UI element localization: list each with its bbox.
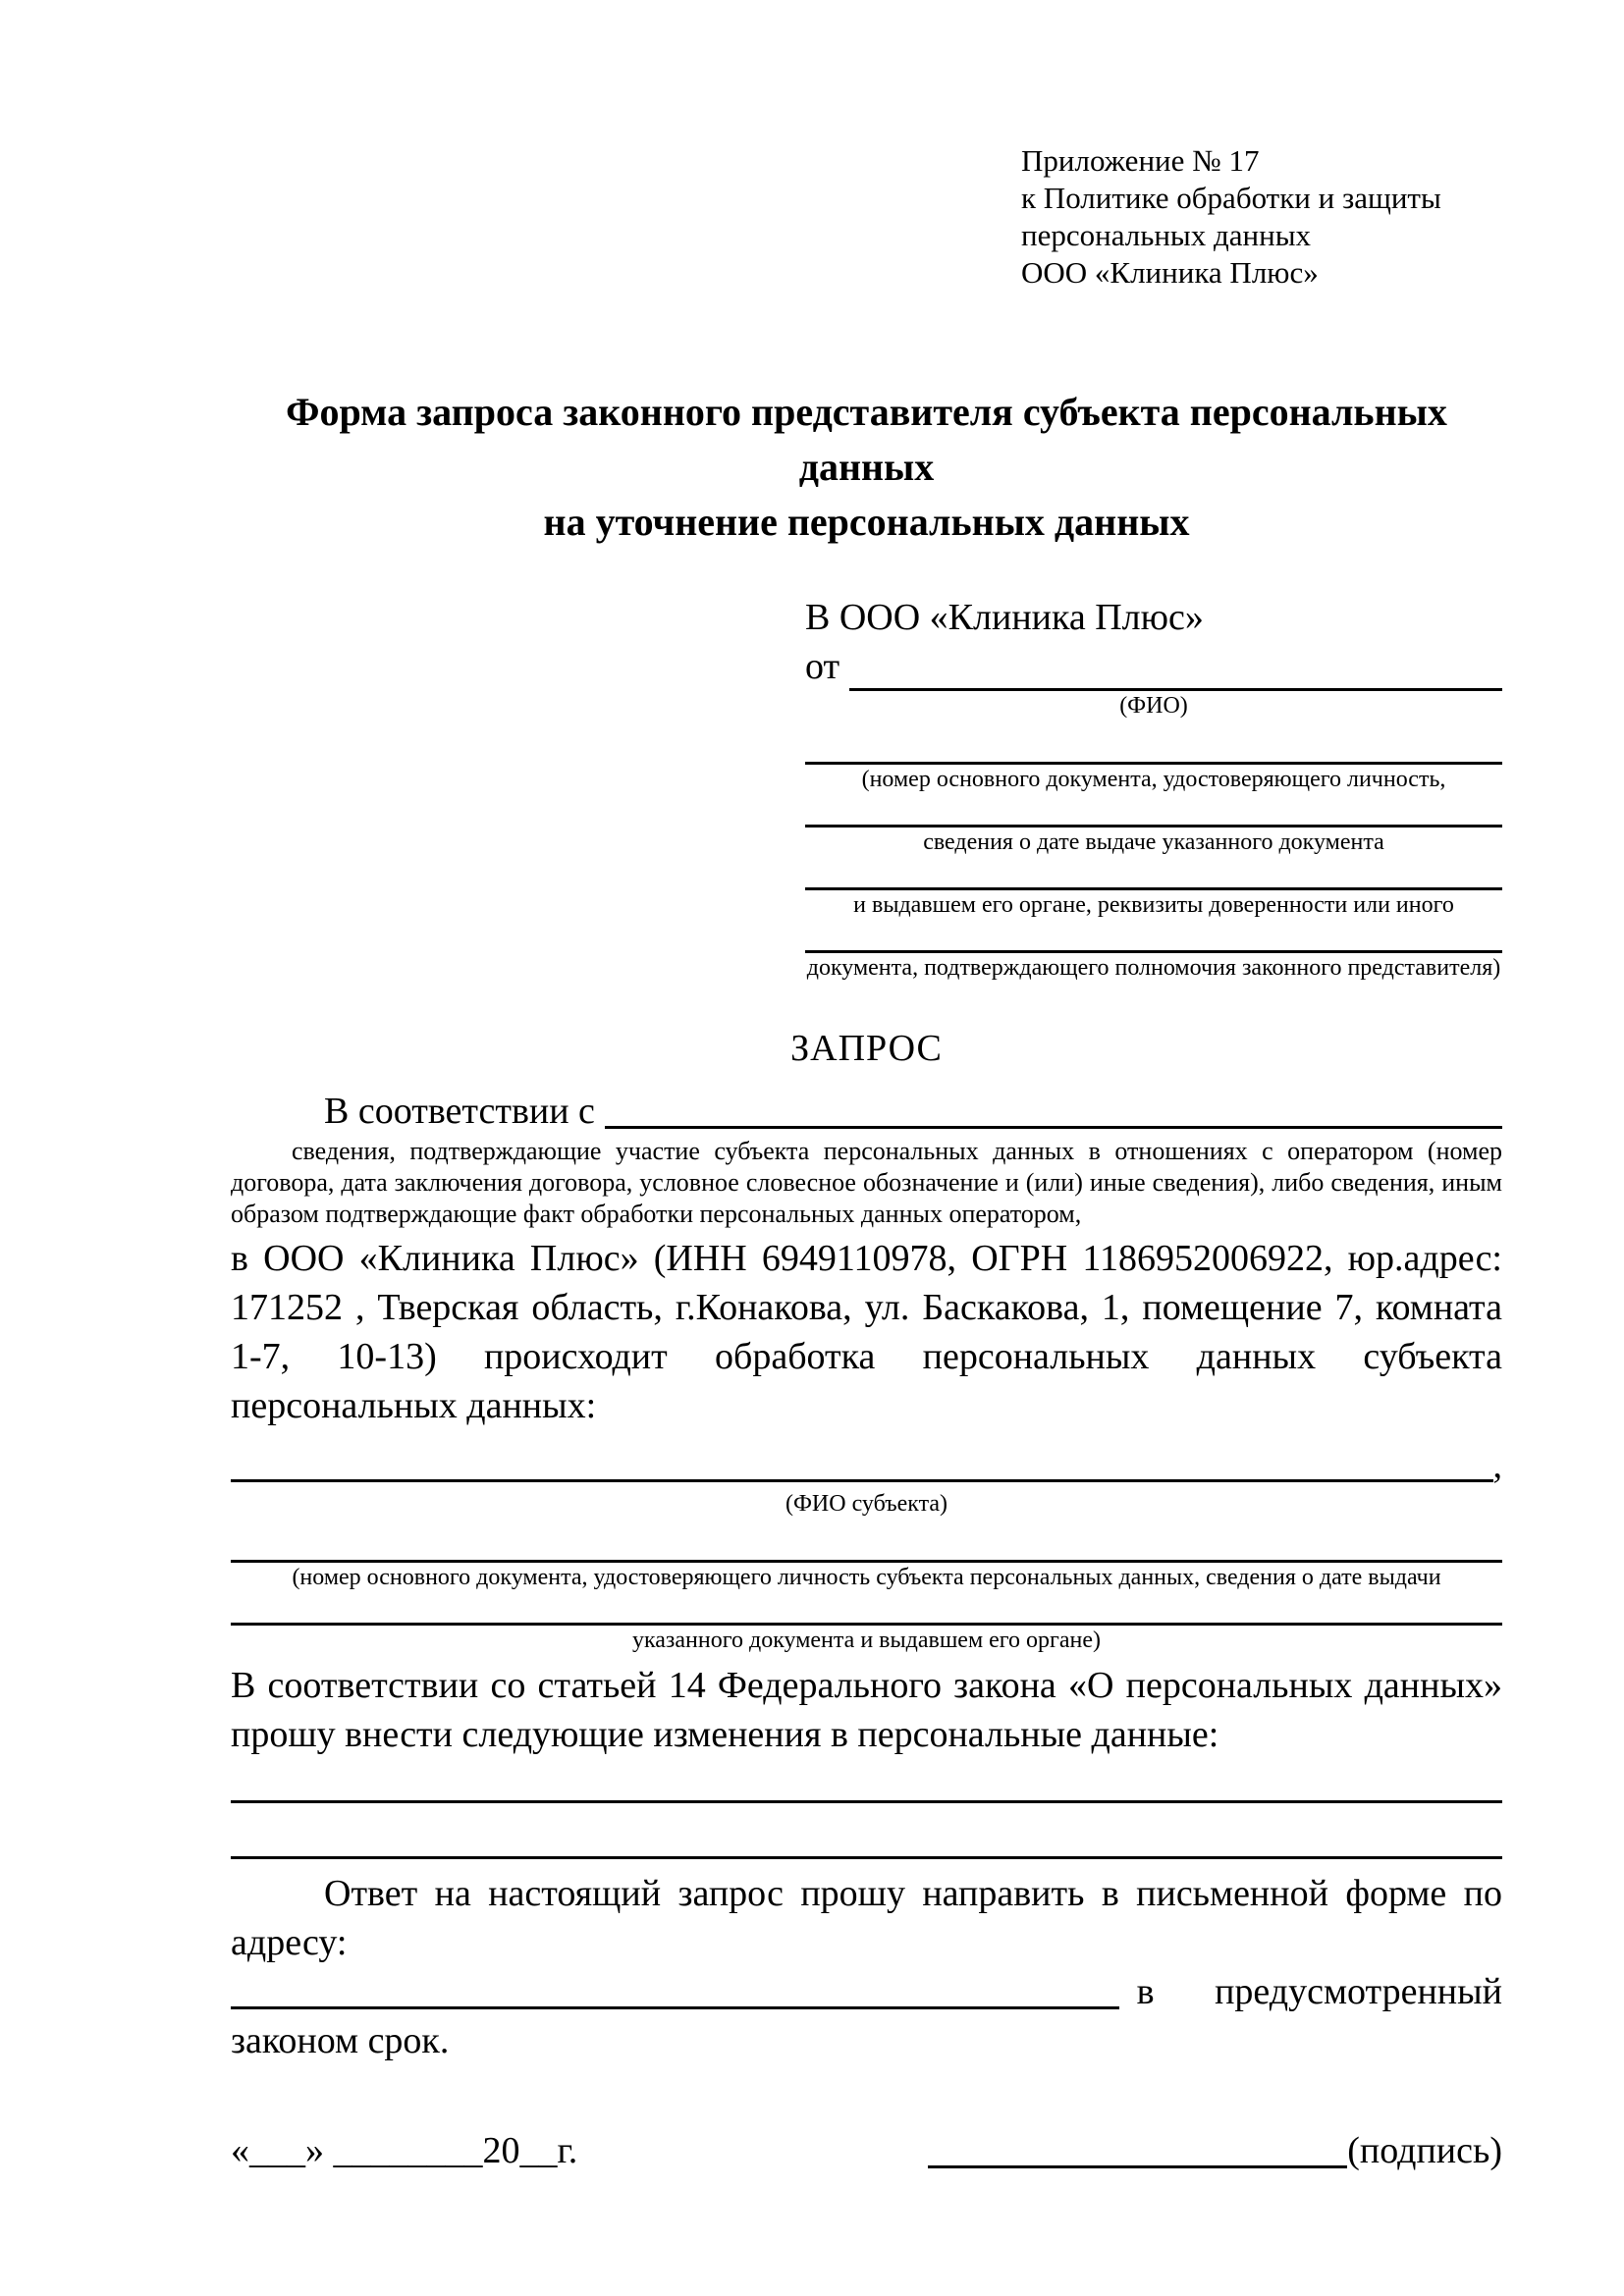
address-fill-line <box>231 2006 1119 2009</box>
addressee-block <box>805 593 1502 983</box>
signature-fill-line <box>928 2165 1347 2168</box>
trailing-comma: , <box>1492 1445 1502 1486</box>
accordance-fill-line <box>605 1087 1502 1129</box>
appendix-header-line: к Политике обработки и защиты <box>1021 181 1441 215</box>
answer-address-row <box>231 1967 1502 2016</box>
fill-line <box>805 929 1502 953</box>
fill-caption: документа, подтверждающего полномочия законного представителя) <box>806 955 1501 981</box>
appendix-header <box>1021 142 1502 292</box>
subject-fio-row <box>231 1442 1502 1489</box>
fill-line <box>231 1538 1502 1563</box>
fill-line <box>231 1759 1502 1803</box>
addressee-to: В ООО «Клиника Плюс» <box>805 597 1204 638</box>
appendix-header-line: персональных данных <box>1021 218 1312 252</box>
signature-area <box>928 2126 1502 2175</box>
fio-caption: (ФИО) <box>1119 693 1188 719</box>
appendix-header-line: ООО «Клиника Плюс» <box>1021 255 1319 290</box>
answer-paragraph-line2: в предусмотренный <box>1136 1971 1502 2012</box>
accordance-prefix: В соответствии с <box>324 1091 595 1132</box>
operator-paragraph: в ООО «Клиника Плюс» (ИНН 6949110978, ОГРН 1186952006922, юр.адрес: 171252 , Тверская область, г.Конакова, ул. Баскакова, 1, помещение 7, комната 1-7, 10-13) происходит обработка персональных данных субъекта персональных данных: <box>231 1238 1502 1426</box>
note-text: сведения, подтверждающие участие субъекта персональных данных в отношениях с оператором (номер договора, дата заключения договора, условное словесное обозначение и (или) иные сведения), либо сведения, иным образом подтверждающие факт обработки персональных данных оператором, <box>231 1137 1502 1228</box>
subject-fio-caption: (ФИО субъекта) <box>785 1491 948 1517</box>
fill-line <box>231 1601 1502 1626</box>
subject-doc-caption: (номер основного документа, удостоверяющего личность субъекта персональных данных, сведения о дате выдачи <box>292 1565 1441 1590</box>
fill-caption: сведения о дате выдаче указанного документа <box>923 829 1384 855</box>
fill-line <box>805 866 1502 890</box>
fill-caption: и выдавшем его органе, реквизиты доверенности или иного <box>853 892 1454 918</box>
appendix-header-line: Приложение № 17 <box>1021 143 1260 178</box>
date-blank: «___» ________20__г. <box>231 2130 578 2171</box>
law-paragraph: В соответствии со статьей 14 Федерального закона «О персональных данных» прошу внести следующие изменения в персональные данные: <box>231 1665 1502 1755</box>
form-title-line2: на уточнение персональных данных <box>543 500 1190 544</box>
date-signature-row <box>231 2126 1502 2175</box>
signature-caption: (подпись) <box>1347 2130 1502 2171</box>
form-title-line1: Форма запроса законного представителя субъекта персональных данных <box>286 390 1447 489</box>
answer-paragraph-line3: законом срок. <box>231 2020 450 2061</box>
request-heading: ЗАПРОС <box>790 1028 943 1069</box>
accordance-row <box>231 1087 1502 1136</box>
fill-line <box>805 803 1502 828</box>
fill-caption: (номер основного документа, удостоверяющего личность, <box>861 767 1446 792</box>
subject-fio-fill-line <box>231 1442 1493 1482</box>
from-label: от <box>805 646 840 687</box>
subject-doc-caption: указанного документа и выдавшем его органе) <box>631 1628 1102 1653</box>
fill-line <box>805 740 1502 765</box>
addressee-from-row <box>805 642 1502 691</box>
form-title <box>231 385 1502 550</box>
fill-line <box>231 1803 1502 1859</box>
answer-paragraph-line1: Ответ на настоящий запрос прошу направить в письменной форме по адресу: <box>231 1873 1502 1963</box>
from-fill-line <box>849 642 1502 691</box>
